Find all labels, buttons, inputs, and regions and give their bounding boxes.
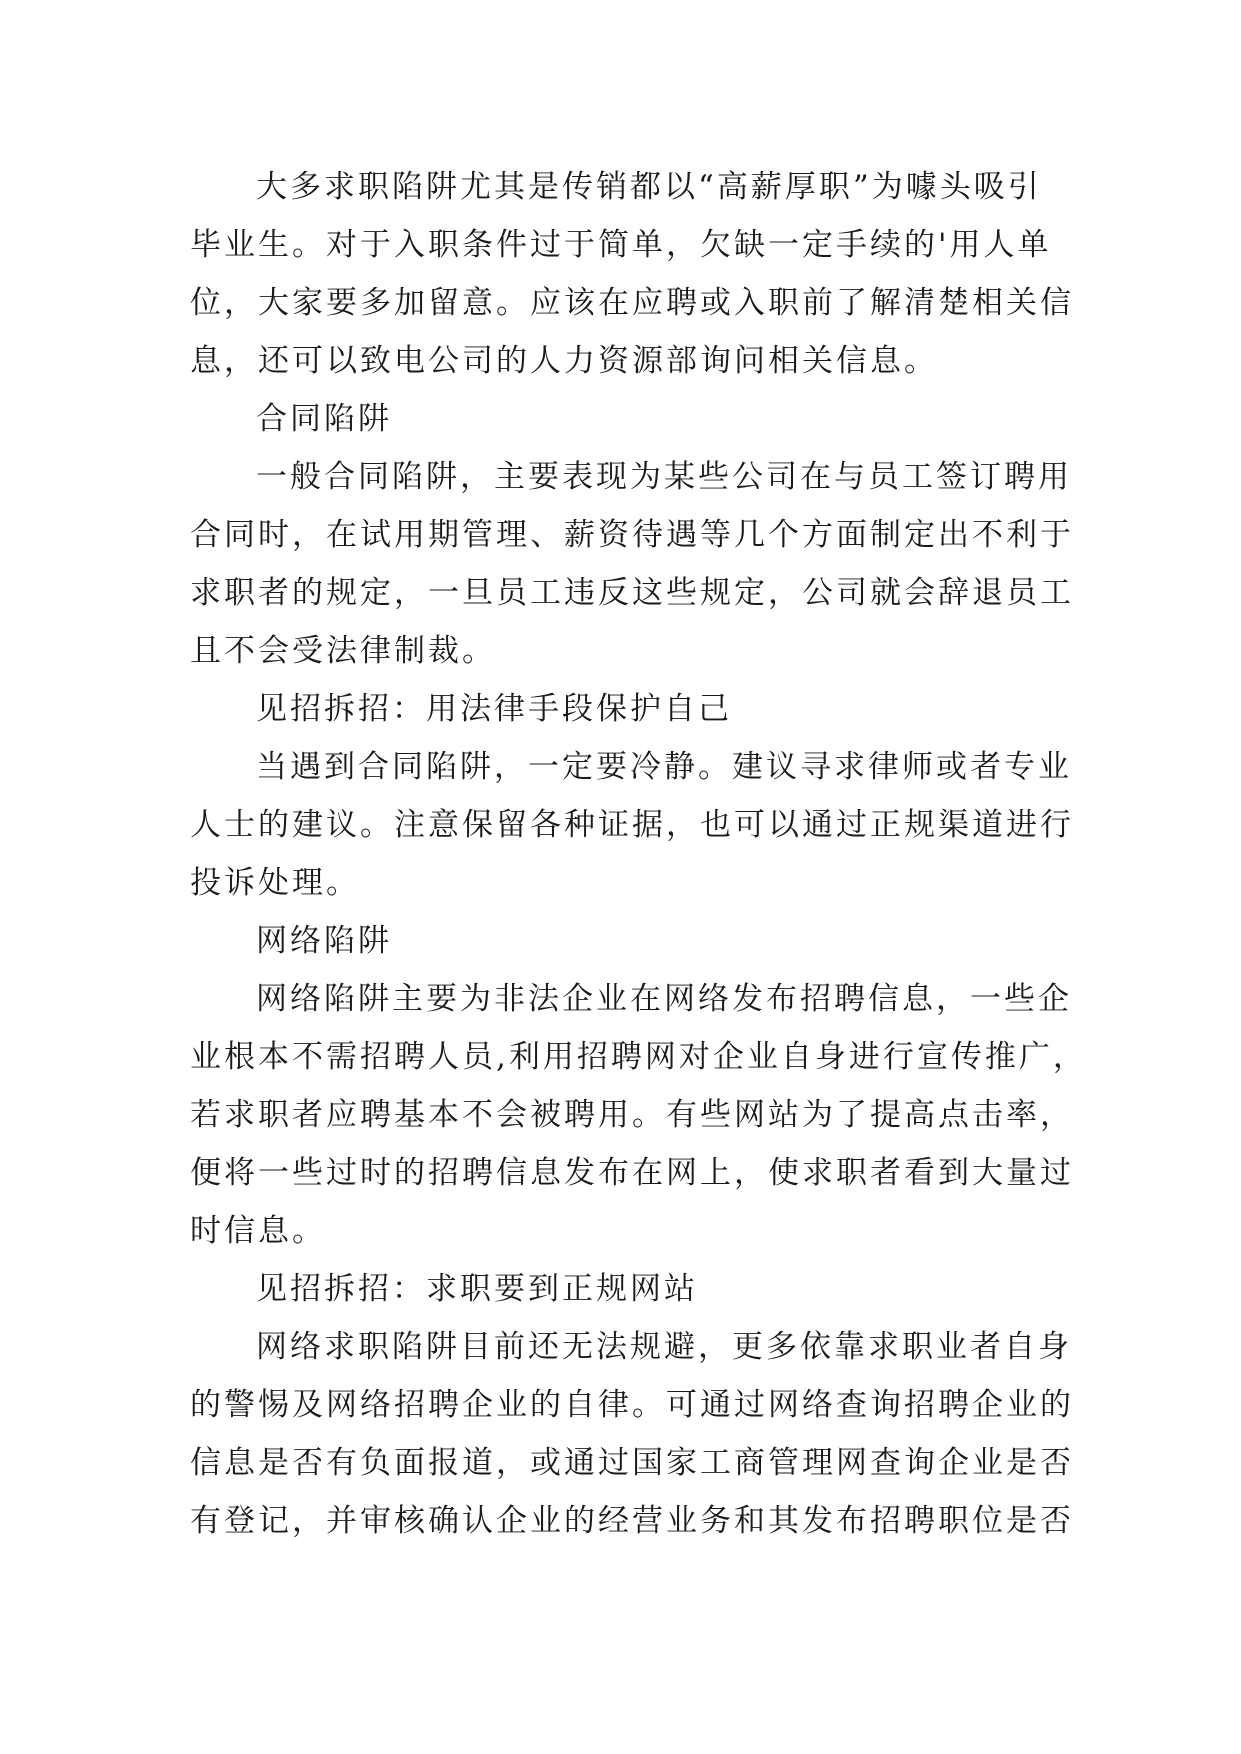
text-line: 时信息。 [190, 1213, 326, 1249]
text-line: 且不会受法律制裁。 [190, 633, 496, 669]
text-line: 合同陷阱 [256, 401, 392, 437]
text-line: 见招拆招：用法律手段保护自己 [256, 691, 732, 727]
text-line: 网络陷阱 [256, 923, 392, 959]
text-line: 信息是否有负面报道，或通过国家工商管理网查询企业是否 [190, 1445, 1074, 1481]
text-line: 网络求职陷阱目前还无法规避，更多依靠求职业者自身 [256, 1329, 1072, 1365]
text-line: 业根本不需招聘人员,利用招聘网对企业自身进行宣传推广， [190, 1039, 1087, 1075]
text-line: 一般合同陷阱，主要表现为某些公司在与员工签订聘用 [256, 459, 1072, 495]
text-line: 毕业生。对于入职条件过于简单，欠缺一定手续的'用人单 [190, 227, 1052, 263]
text-line: 人士的建议。注意保留各种证据，也可以通过正规渠道进行 [190, 807, 1074, 843]
text-line: 的警惕及网络招聘企业的自律。可通过网络查询招聘企业的 [190, 1387, 1074, 1423]
text-line: 便将一些过时的招聘信息发布在网上，使求职者看到大量过 [190, 1155, 1074, 1191]
text-line: 若求职者应聘基本不会被聘用。有些网站为了提高点击率， [190, 1097, 1074, 1133]
text-line: 息，还可以致电公司的人力资源部询问相关信息。 [190, 343, 938, 379]
text-line: 网络陷阱主要为非法企业在网络发布招聘信息，一些企 [256, 981, 1072, 1017]
text-line: 位，大家要多加留意。应该在应聘或入职前了解清楚相关信 [190, 285, 1074, 321]
text-line: 投诉处理。 [190, 865, 360, 901]
text-line: 当遇到合同陷阱，一定要冷静。建议寻求律师或者专业 [256, 749, 1072, 785]
text-line: 见招拆招：求职要到正规网站 [256, 1271, 698, 1307]
document-body [190, 158, 1087, 1550]
text-line: 求职者的规定，一旦员工违反这些规定，公司就会辞退员工 [190, 575, 1074, 611]
text-line: 合同时，在试用期管理、薪资待遇等几个方面制定出不利于 [190, 517, 1074, 553]
text-line: 大多求职陷阱尤其是传销都以“高薪厚职”为噱头吸引 [256, 169, 1042, 205]
text-line: 有登记，并审核确认企业的经营业务和其发布招聘职位是否 [190, 1503, 1074, 1539]
